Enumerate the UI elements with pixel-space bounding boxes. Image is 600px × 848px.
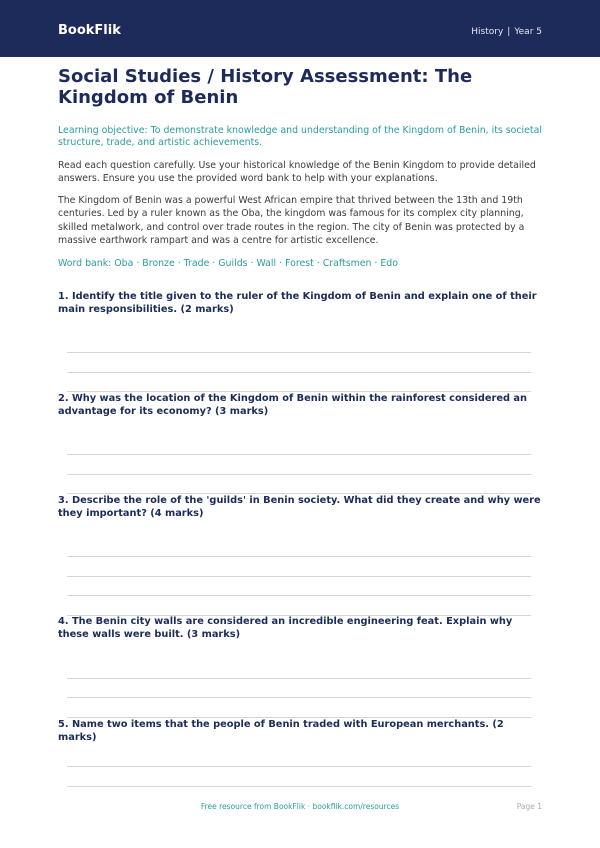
worksheet-intro [58, 66, 542, 270]
question-5: 5. Name two items that the people of Benin traded with European merchants. (2 marks) [58, 719, 504, 744]
word-bank: Word bank: Oba · Bronze · Trade · Guilds · Wall · Forest · Craftsmen · Edo [58, 258, 398, 270]
answer-line[interactable] [67, 474, 531, 475]
header-meta [471, 27, 542, 37]
answer-line[interactable] [67, 697, 531, 698]
learning-objective: Learning objective: To demonstrate knowledge and understanding of the Kingdom of Benin, its societal structure, trade, and artistic achievements. [58, 125, 542, 149]
answer-line[interactable] [67, 576, 531, 577]
answer-line[interactable] [67, 766, 531, 767]
question-3: 3. Describe the role of the 'guilds' in Benin society. What did they create and why were they important? (4 marks) [58, 495, 541, 520]
answer-line[interactable] [67, 595, 531, 596]
answer-line[interactable] [67, 786, 531, 787]
answer-line[interactable] [67, 556, 531, 557]
footer-text[interactable]: Free resource from BookFlik · bookflik.com/resources [200, 802, 400, 811]
page-title: Social Studies / History Assessment: The Kingdom of Benin [58, 66, 473, 108]
instructions-text: Read each question carefully. Use your historical knowledge of the Benin Kingdom to provide detailed answers. Ensure you use the provided word bank to help with your explanations. [58, 159, 536, 185]
answer-line[interactable] [67, 454, 531, 455]
page-header [0, 0, 600, 57]
answer-line[interactable] [67, 372, 531, 373]
question-2: 2. Why was the location of the Kingdom of Benin within the rainforest considered an advantage for its economy? (3 marks) [58, 393, 527, 418]
meta-separator: | [507, 27, 511, 37]
intro-text: The Kingdom of Benin was a powerful West African empire that thrived between the 13th and 19th centuries. Led by a ruler known as the Oba, the kingdom was famous for its complex city planning, skilled metalwork, and control over trade routes in the region. The city of Benin was protected by a massive earthwork rampart and was a centre for artistic excellence. [58, 195, 525, 246]
year-label: Year 5 [514, 27, 542, 37]
subject-label: History [471, 27, 504, 37]
question-4: 4. The Benin city walls are considered an incredible engineering feat. Explain why these walls were built. (3 marks) [58, 616, 513, 641]
page-number: Page 1 [516, 802, 542, 811]
answer-line[interactable] [67, 678, 531, 679]
question-1: 1. Identify the title given to the ruler of the Kingdom of Benin and explain one of their main responsibilities. (2 marks) [58, 291, 537, 316]
answer-line[interactable] [67, 352, 531, 353]
brand-logo[interactable]: BookFlik [58, 23, 121, 38]
